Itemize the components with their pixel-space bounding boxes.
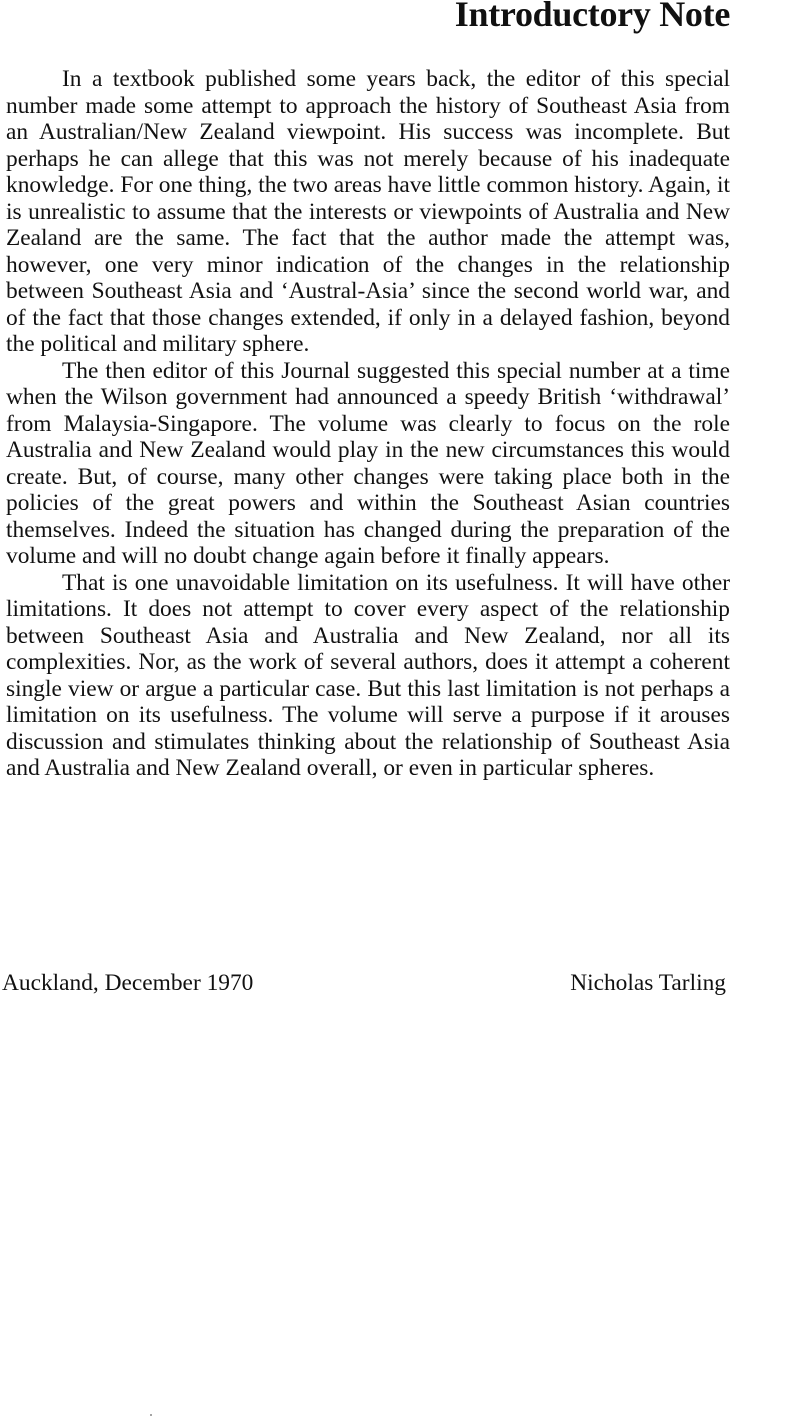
signature-line xyxy=(2,969,726,999)
paragraph-1: In a textbook published some years back, the editor of this special number made some attempt to approach the history of Southeast Asia from an Australian/New Zealand viewpoint. His success was incomplete. But perhaps he can allege that this was not merely because of his inadequate knowledge. For one thing, the two areas have little common history. Again, it is unrealistic to assume that the interests or viewpoints of Australia and New Zealand are the same. The fact that the author made the attempt was, however, one very minor indication of the changes in the relationship between Southeast Asia and ‘Austral-Asia’ since the second world war, and of the fact that those changes extended, if only in a delayed fashion, beyond the political and military sphere. xyxy=(6,66,730,357)
paragraph-2: The then editor of this Journal suggested this special number at a time when the Wilson government had announced a speedy British ‘withdrawal’ from Malaysia-Singapore. The volume was clearly to focus on the role Australia and New Zealand would play in the new circumstances this would create. But, of course, many other changes were taking place both in the policies of the great powers and within the Southeast Asian countries themselves. Indeed the situation has changed during the preparation of the volume and will no doubt change again before it finally appears. xyxy=(6,357,730,569)
paragraph-3: That is one unavoidable limitation on its usefulness. It will have other limitations. It does not attempt to cover every aspect of the relationship between Southeast Asia and Australia and New Zealand, nor all its complexities. Nor, as the work of several authors, does it attempt a coherent single view or argue a particular case. But this last limitation is not perhaps a limitation on its usefulness. The volume will serve a purpose if it arouses discussion and stimulates thinking about the relationship of Southeast Asia and Australia and New Zealand overall, or even in particular spheres. xyxy=(6,569,730,781)
author-name: Nicholas Tarling xyxy=(570,970,726,996)
page-title: Introductory Note xyxy=(454,0,730,34)
print-speck xyxy=(150,1414,152,1416)
article-body xyxy=(6,66,730,782)
place-and-date: Auckland, December 1970 xyxy=(2,970,254,996)
